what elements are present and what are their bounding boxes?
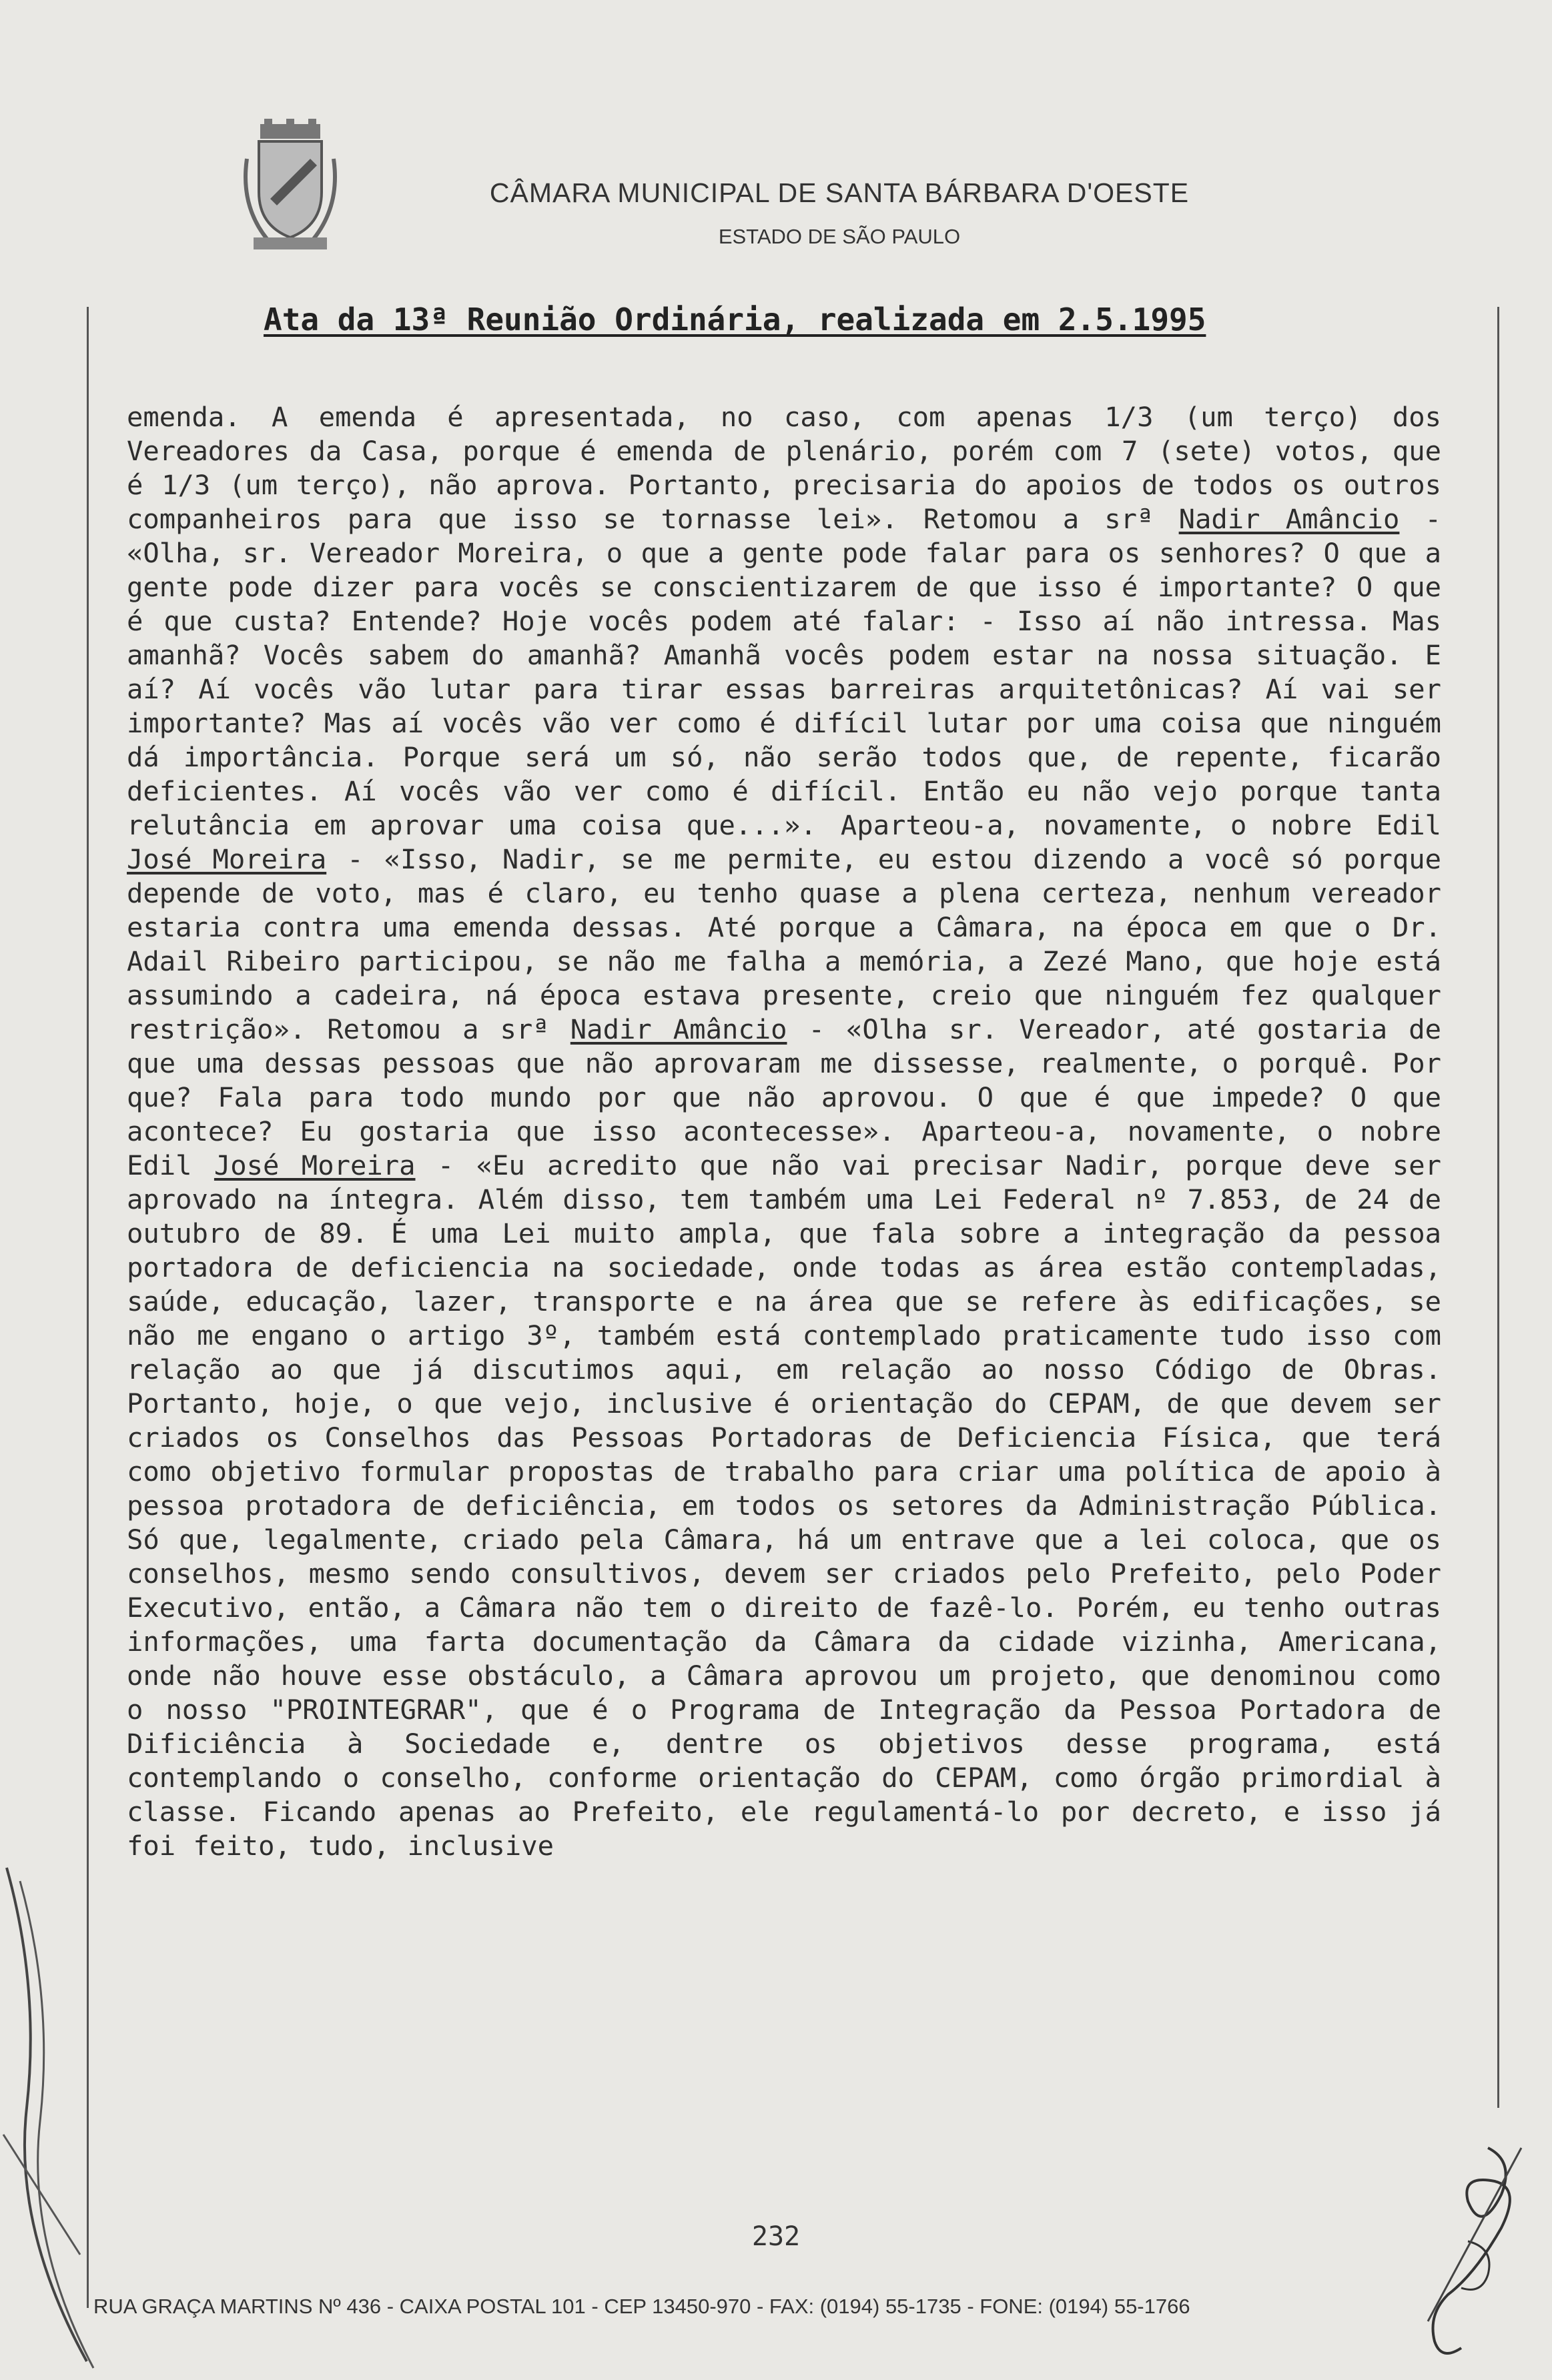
speaker-name: Nadir Amâncio: [570, 1013, 787, 1045]
body-paragraph: [127, 400, 1441, 1863]
body-segment: - «Isso, Nadir, se me permite, eu estou dizendo a você só porque depende de voto, mas é claro, eu tenho quase a plena certeza, nenhum vereador estaria contra uma emenda dessas. Até porque a Câmara, na época em que o Dr. Adail Ribeiro participou, se não me falha a memória, a Zezé Mano, que hoje está assumindo a cadeira, ná época estava presente, creio que ninguém fez qualquer restrição». Retomou a srª: [127, 843, 1441, 1045]
footer-address: RUA GRAÇA MARTINS Nº 436 - CAIXA POSTAL 101 - CEP 13450-970 - FAX: (0194) 55-1735 - FONE: (0194) 55-1766: [93, 2295, 1190, 2318]
state-name: ESTADO DE SÃO PAULO: [718, 225, 961, 248]
minutes-body: [127, 400, 1441, 1863]
minutes-title: Ata da 13ª Reunião Ordinária, realizada em 2.5.1995: [264, 302, 1206, 338]
handwritten-signature: [1388, 2121, 1535, 2375]
margin-signature-mark: [0, 1854, 100, 2375]
body-segment: - «Olha sr. Vereador, até gostaria de que uma dessas pessoas que não aprovaram me dissesse, realmente, o porquê. Por que? Fala para todo mundo por que não aprovou. O que é que impede? O que acontece? Eu gostaria que isso acontecesse». Aparteou-a, novamente, o nobre Edil: [127, 1013, 1441, 1181]
body-segment: emenda. A emenda é apresentada, no caso, com apenas 1/3 (um terço) dos Vereadores da Casa, porque é emenda de plenário, porém com 7 (sete) votos, que é 1/3 (um terço), não aprova. Portanto, precisaria do apoios de todos os outros companheiros para que isso se tornasse lei». Retomou a srª: [127, 401, 1441, 535]
speaker-name: José Moreira: [127, 843, 327, 875]
institution-name: CÂMARA MUNICIPAL DE SANTA BÁRBARA D'OESTE: [489, 177, 1190, 208]
speaker-name: Nadir Amâncio: [1178, 503, 1400, 535]
speaker-name: José Moreira: [214, 1149, 416, 1181]
page-number: 232: [751, 2221, 801, 2252]
body-segment: - «Olha, sr. Vereador Moreira, o que a gente pode falar para os senhores? O que a gente pode dizer para vocês se conscientizarem de que isso é importante? O que é que custa? Entende? Hoje vocês podem até falar: - Isso aí não intressa. Mas amanhã? Vocês sabem do amanhã? Amanhã vocês podem estar na nossa situação. E aí? Aí vocês vão lutar para tirar essas barreiras arquitetônicas? Aí vai ser importante? Mas aí vocês vão ver como é difícil lutar por uma coisa que ninguém dá importância. Porque será um só, não serão todos que, de repente, ficarão deficientes. Aí vocês vão ver como é difícil. Então eu não vejo porque tanta relutância em aprovar uma coisa que...». Aparteou-a, novamente, o nobre Edil: [127, 503, 1441, 841]
body-segment: - «Eu acredito que não vai precisar Nadir, porque deve ser aprovado na íntegra. Além disso, tem também uma Lei Federal nº 7.853, de 24 de outubro de 89. É uma Lei muito ampla, que fala sobre a integração da pessoa portadora de deficiencia na sociedade, onde todas as área estão contempladas, saúde, educação, lazer, transporte e na área que se refere às edificações, se não me engano o artigo 3º, também está contemplado praticamente tudo isso com relação ao que já discutimos aqui, em relação ao nosso Código de Obras. Portanto, hoje, o que vejo, inclusive é orientação do CEPAM, de que devem ser criados os Conselhos das Pessoas Portadoras de Deficiencia Física, que terá como objetivo formular propostas de trabalho para criar uma política de apoio à pessoa protadora de deficiência, em todos os setores da Administração Pública. Só que, legalmente, criado pela Câmara, há um entrave que a lei coloca, que os conselhos, mesmo sendo consultivos, devem ser criados pelo Prefeito, pelo Poder Executivo, então, a Câmara não tem o direito de fazê-lo. Porém, eu tenho outras informações, uma farta documentação da Câmara da cidade vizinha, Americana, onde não houve esse obstáculo, a Câmara aprovou um projeto, que denominou como o nosso "PROINTEGRAR", que é o Programa de Integração da Pessoa Portadora de Dificiência à Sociedade e, dentre os objetivos desse programa, está contemplando o conselho, conforme orientação do CEPAM, como órgão primordial à classe. Ficando apenas ao Prefeito, ele regulamentá-lo por decreto, e isso já foi feito, tudo, inclusive: [127, 1149, 1441, 1862]
right-margin-rule: [1497, 307, 1499, 2108]
